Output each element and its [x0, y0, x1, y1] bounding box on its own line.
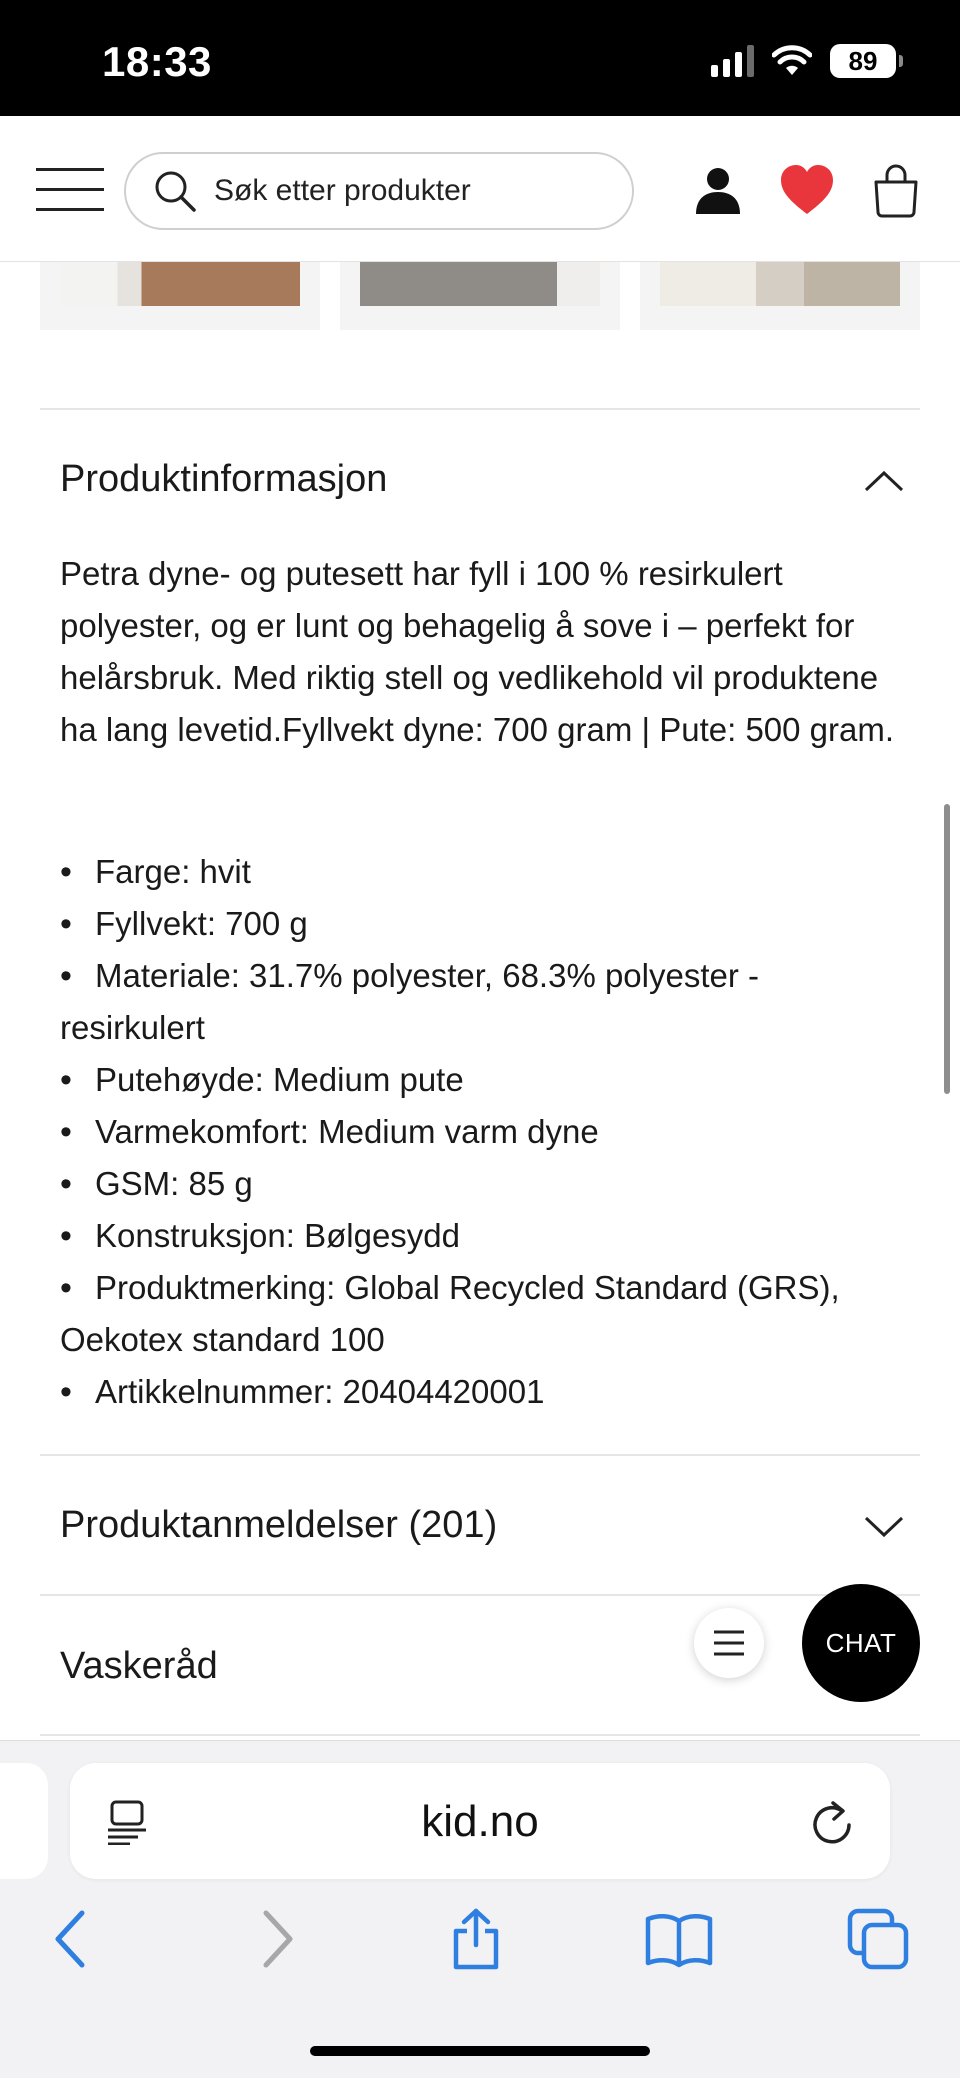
accordion-title-product-info[interactable]: Produktinformasjon [60, 458, 388, 500]
spec-item: • Materiale: 31.7% polyester, 68.3% polyester - resirkulert [60, 950, 910, 1054]
thumbnail-image [60, 262, 300, 306]
heart-icon[interactable] [778, 162, 836, 218]
status-icons [711, 44, 896, 78]
search-icon [150, 166, 200, 216]
spec-item: • Fyllvekt: 700 g [60, 898, 910, 950]
address-bar[interactable] [70, 1763, 890, 1879]
chevron-up-icon[interactable] [862, 468, 906, 494]
browser-toolbar [0, 1740, 960, 2078]
account-icon[interactable] [690, 162, 746, 218]
scrollbar[interactable] [944, 804, 950, 1094]
product-specs-list [60, 846, 910, 1418]
menu-icon[interactable] [36, 168, 106, 212]
thumbnail-image [660, 262, 900, 306]
status-time: 18:33 [102, 38, 212, 85]
thumbnail-image [360, 262, 600, 306]
accordion-title-care[interactable]: Vaskeråd [60, 1645, 218, 1687]
previous-tab-preview[interactable] [0, 1763, 48, 1879]
bag-icon[interactable] [868, 162, 924, 218]
spec-item: • Konstruksjon: Bølgesydd [60, 1210, 910, 1262]
divider [40, 1734, 920, 1736]
spec-item: • Farge: hvit [60, 846, 910, 898]
spec-item: • GSM: 85 g [60, 1158, 910, 1210]
search-bar[interactable] [124, 152, 634, 230]
site-header [0, 116, 960, 262]
tabs-icon[interactable] [846, 1907, 912, 1971]
product-description: Petra dyne- og putesett har fyll i 100 % resirkulert polyester, og er lunt og behagelig å sove i – perfekt for helårsbruk. Med riktig stell og vedlikehold vil produktene ha lang levetid.Fyllvekt dyne: 700 gram | Pute: 500 gram. [60, 555, 895, 748]
spec-item: • Varmekomfort: Medium varm dyne [60, 1106, 910, 1158]
accordion-title-reviews[interactable]: Produktanmeldelser (201) [60, 1504, 498, 1546]
signal-icon [711, 45, 754, 77]
divider [40, 1594, 920, 1596]
floating-menu-button[interactable] [694, 1608, 764, 1678]
bookmarks-icon[interactable] [644, 1907, 714, 1971]
reload-icon[interactable] [808, 1797, 856, 1847]
spec-item: • Artikkelnummer: 20404420001 [60, 1366, 910, 1418]
divider [40, 1454, 920, 1456]
wifi-icon [772, 45, 812, 77]
chevron-down-icon[interactable] [862, 1514, 906, 1540]
forward-icon[interactable] [258, 1907, 298, 1971]
share-icon[interactable] [448, 1907, 504, 1971]
spec-item: • Produktmerking: Global Recycled Standard (GRS), Oekotex standard 100 [60, 1262, 910, 1366]
thumbnail-2[interactable] [340, 262, 620, 330]
spec-item: • Putehøyde: Medium pute [60, 1054, 910, 1106]
back-icon[interactable] [50, 1907, 90, 1971]
chat-button[interactable]: CHAT [802, 1584, 920, 1702]
divider [40, 408, 920, 410]
status-bar [0, 0, 960, 116]
search-input[interactable] [214, 174, 594, 208]
list-icon [712, 1628, 746, 1658]
url-text: kid.no [421, 1797, 539, 1846]
thumbnail-1[interactable] [40, 262, 320, 330]
product-thumbnails [40, 262, 920, 330]
thumbnail-3[interactable] [640, 262, 920, 330]
battery-indicator: 89 [830, 44, 896, 78]
home-indicator [310, 2046, 650, 2056]
